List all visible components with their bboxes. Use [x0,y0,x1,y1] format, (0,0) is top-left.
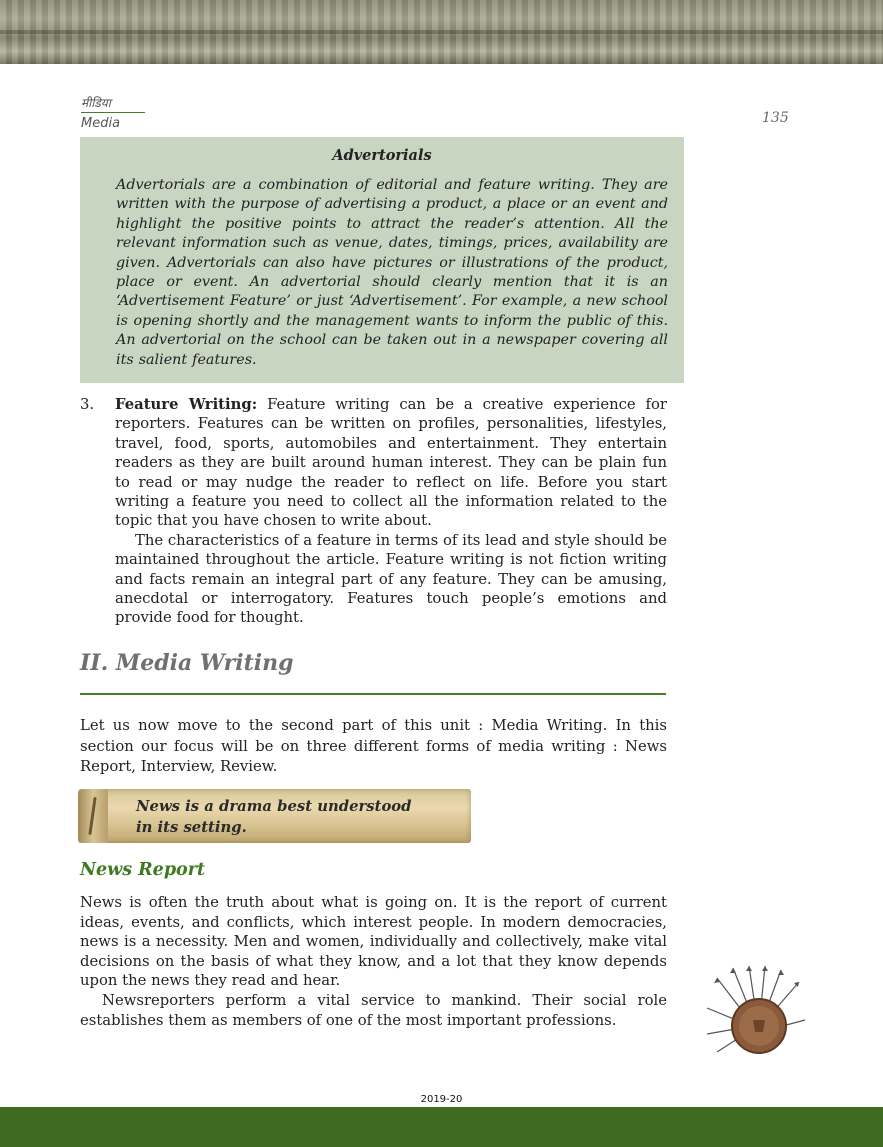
shield-with-arrows-illustration [703,960,813,1060]
news-report-para-1: News is often the truth about what is going on. It is the report of current ideas, events, and conflicts, which interest people. In modern democracies, news is a necessity. Men and women, individually and collectively, make vital decisions on the basis of what they know, and a lot that they know depends upon the news they read and hear. [80,894,667,990]
media-writing-intro: Let us now move to the second part of this unit : Media Writing. In this section our focus will be on three different forms of media writing : News Report, Interview, Review. [80,717,667,775]
page-number: 135 [762,110,789,126]
running-header: Media [81,116,121,131]
section-title-media-writing: II. Media Writing [80,650,294,676]
news-report-para-2: Newsreporters perform a vital service to mankind. Their social role establishes them as members of one of the most important professions. [80,991,667,1029]
decorative-top-band [0,0,883,64]
decorative-bottom-band [0,1107,883,1147]
section-divider [80,693,666,695]
advertorials-title: Advertorials [332,147,432,164]
quote-scroll [78,789,471,843]
quote-line-2: in its setting. [136,819,247,836]
footer-year: 2019-20 [420,1094,463,1105]
quote-line-1: News is a drama best understood [136,798,412,815]
scroll-curl-decoration [78,789,108,843]
advertorials-text: Advertorials are a combination of editorial and feature writing. They are written with the purpose of advertising a product, a place or an event and highlight the positive points to attract the reader’s attention. All the relevant information such as venue, dates, timings, prices, availability are given. Advertorials can also have pictures or illustrations of the product, place or event. An advertorial should clearly mention that it is an ‘Advertisement Feature’ or just ‘Advertisement’. For example, a new school is opening shortly and the management wants to inform the public of this. An advertorial on the school can be taken out in a newspaper covering all its salient features. [116,177,668,368]
feature-writing-item [80,395,667,628]
header-divider [81,112,145,113]
quote-text [136,796,412,838]
running-header-hindi: मीडिया [81,96,111,110]
feature-writing-para-1 [115,395,667,531]
news-report-body [80,893,667,1030]
news-report-heading: News Report [80,860,206,880]
feature-writing-text-1: Feature writing can be a creative experience for reporters. Features can be written on profiles, personalities, lifestyles, travel, food, sports, automobiles and entertainment. They entertain readers as they are built around human interest. They can be plain fun to read or may nudge the reader to reflect on life. Before you start writing a feature you need to collect all the information related to the topic that you have chosen to write about. [115,396,667,530]
advertorials-box [80,137,684,383]
feature-writing-heading: Feature Writing: [115,396,258,413]
feature-writing-para-2: The characteristics of a feature in terms of its lead and style should be maintained throughout the article. Feature writing is not fiction writing and facts remain an integral part of any feature. They can be amusing, anecdotal or interrogatory. Features touch people’s emotions and provide food for thought. [115,531,667,627]
item-number: 3. [80,396,95,413]
